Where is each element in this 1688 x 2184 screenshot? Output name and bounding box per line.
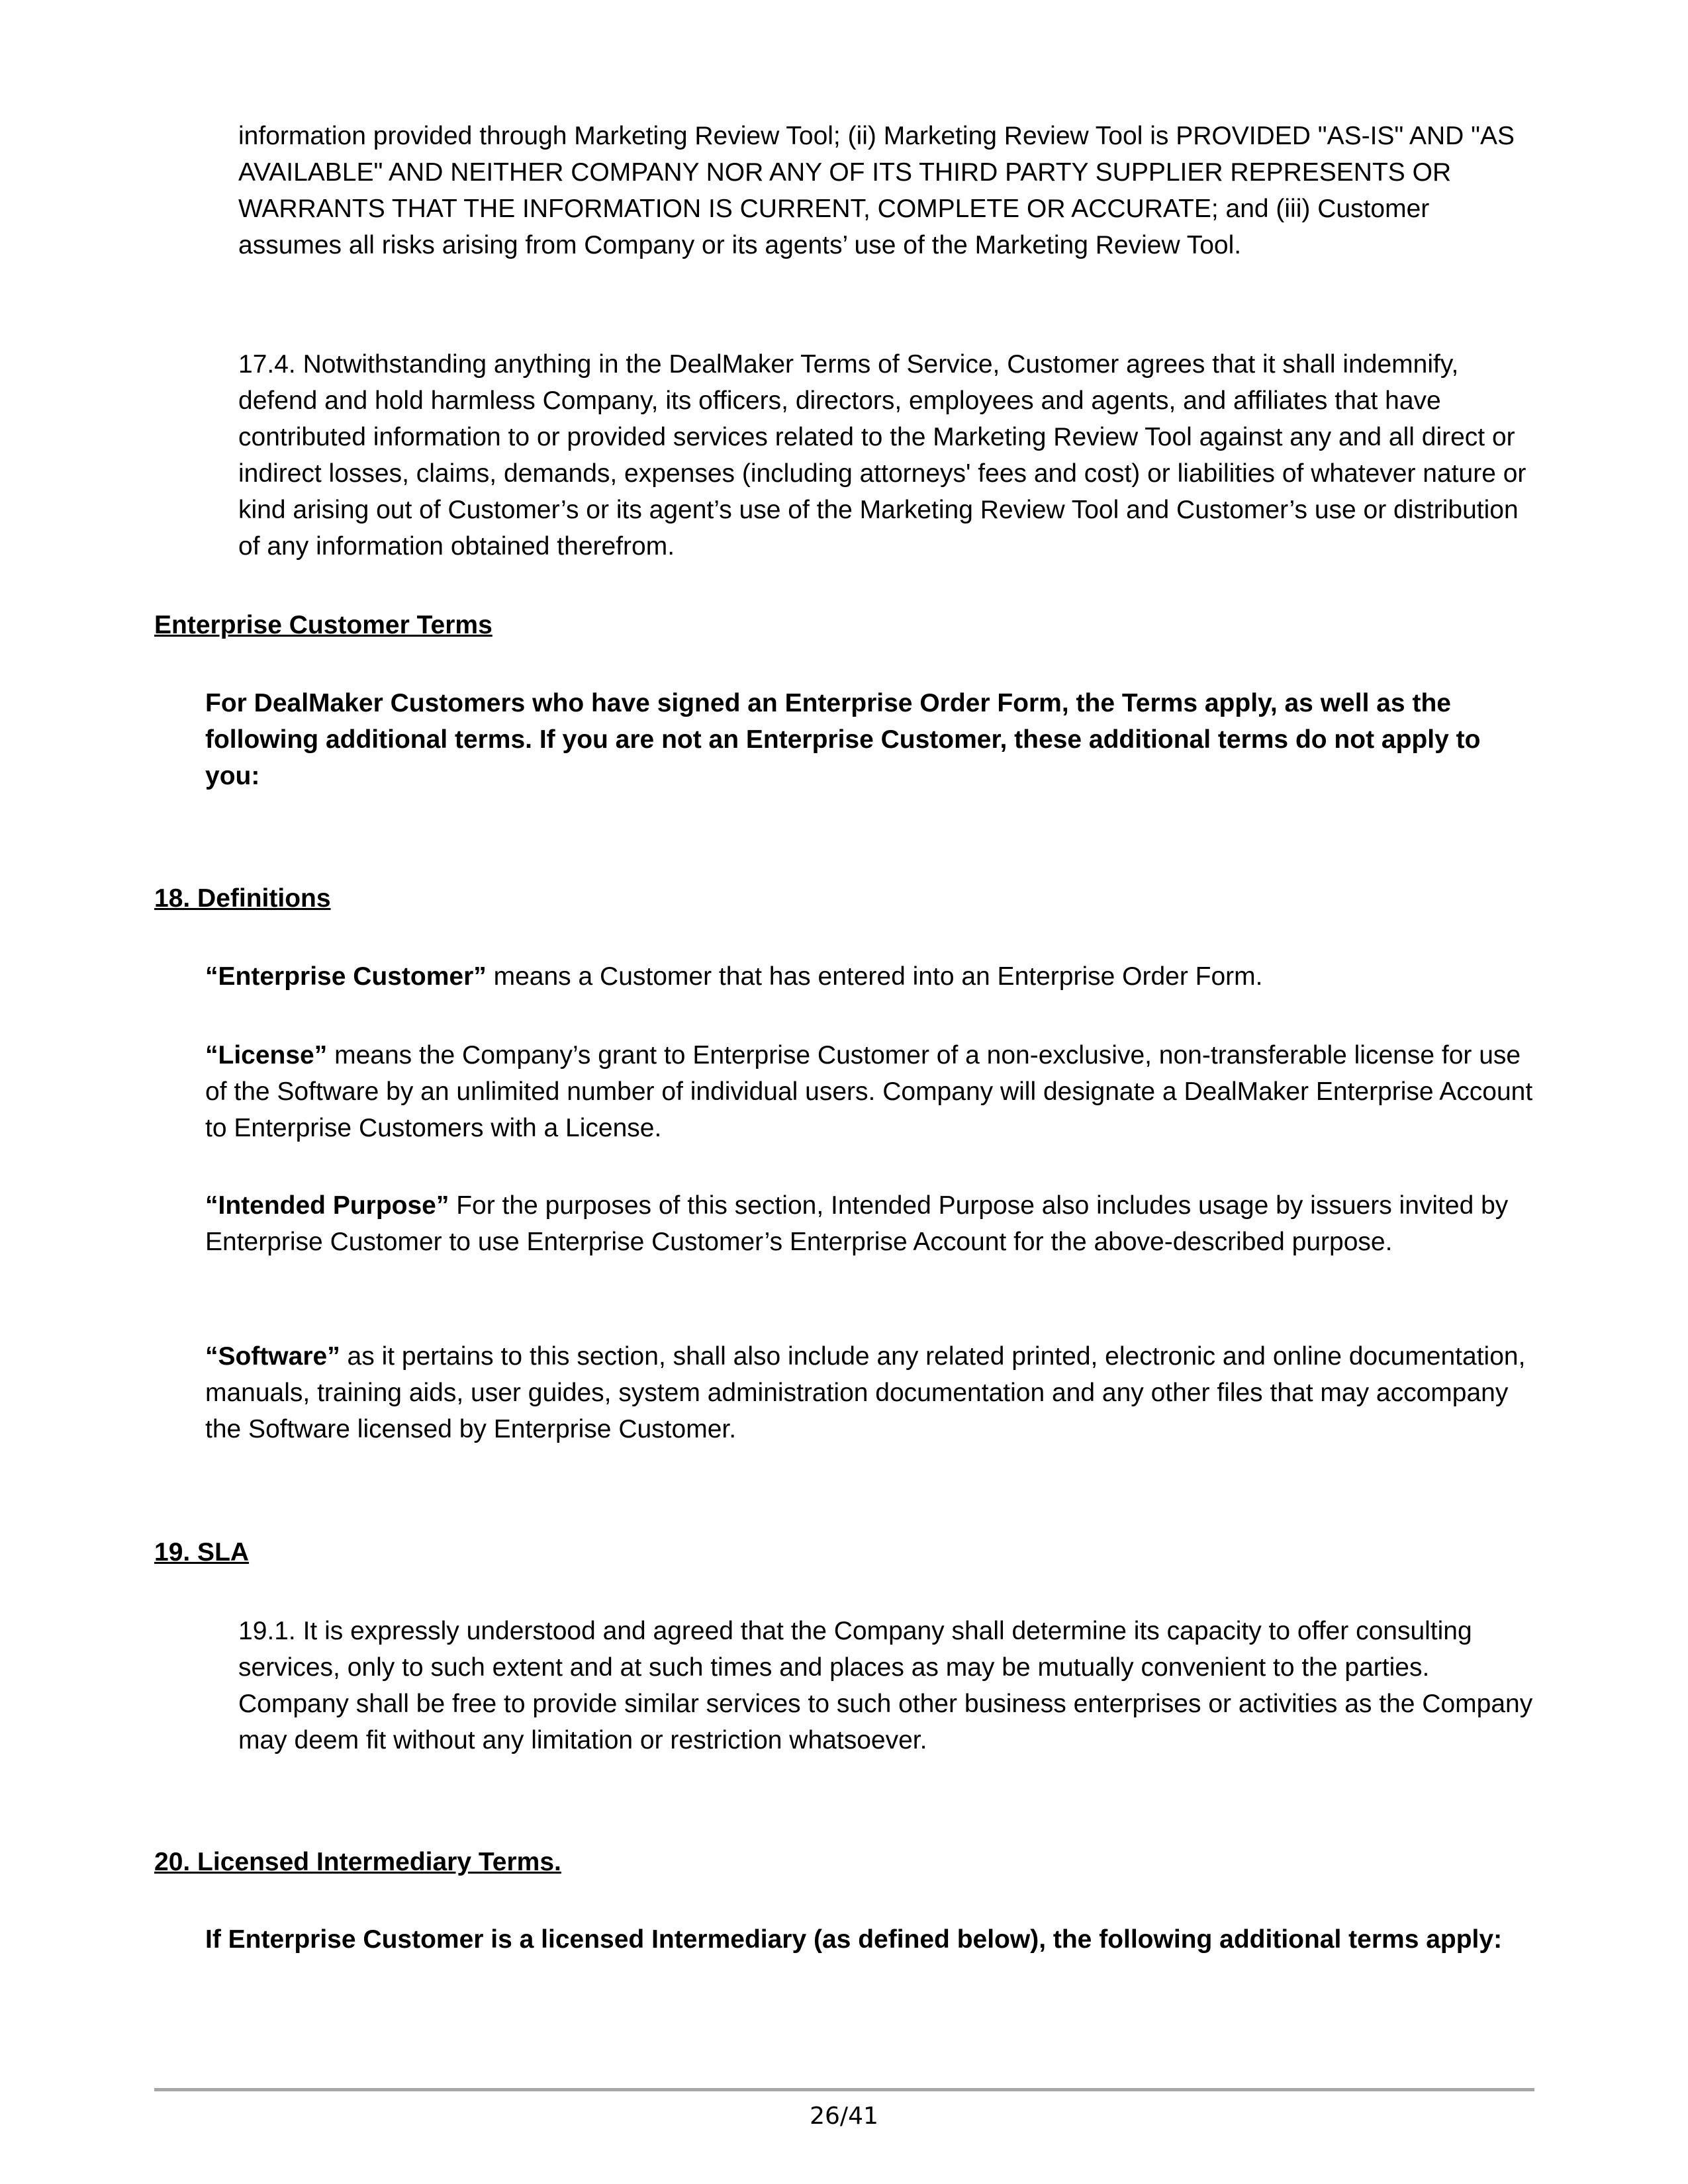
definition-term: “Software” <box>205 1342 340 1371</box>
enterprise-terms-heading: Enterprise Customer Terms <box>154 611 492 639</box>
clause-19-1: 19.1. It is expressly understood and agreed that the Company shall determine its capacity to offer consulting services, only to such extent and at such times and places as may be mutually convenient to the parties. Company shall be free to provide similar services to such other business enterprises or activities as the Company may deem fit without any limitation or restriction whatsoever. <box>238 1617 1533 1754</box>
definition-text: For the purposes of this section, Intended Purpose also includes usage by issuers invited by Enterprise Customer to use Enterprise Customer’s Enterprise Account for the above-described purpose. <box>205 1191 1509 1256</box>
clause-17-4: 17.4. Notwithstanding anything in the DealMaker Terms of Service, Customer agrees that it shall indemnify, defend and hold harmless Company, its officers, directors, employees and agents, and affiliates that have contributed information to or provided services related to the Marketing Review Tool against any and all direct or indirect losses, claims, demands, expenses (including attorneys' fees and cost) or liabilities of whatever nature or kind arising out of Customer’s or its agent’s use of the Marketing Review Tool and Customer’s use or distribution of any information obtained therefrom. <box>238 350 1526 561</box>
definition-text: as it pertains to this section, shall also include any related printed, electronic and online documentation, manuals, training aids, user guides, system administration documentation and any other files that may accompany the Software licensed by Enterprise Customer. <box>205 1342 1526 1443</box>
definition-text: means a Customer that has entered into an Enterprise Order Form. <box>486 962 1263 991</box>
definition-text: means the Company’s grant to Enterprise Customer of a non-exclusive, non-transferable license for use of the Software by an unlimited number of individual users. Company will designate a DealMaker Enterprise Account to Enterprise Customers with a License. <box>205 1041 1533 1142</box>
continuation-paragraph: information provided through Marketing Review Tool; (ii) Marketing Review Tool is PROVIDED "AS-IS" AND "AS AVAILABLE" AND NEITHER COMPANY NOR ANY OF ITS THIRD PARTY SUPPLIER REPRESENTS OR WARRANTS THAT THE INFORMATION IS CURRENT, COMPLETE OR ACCURATE; and (iii) Customer assumes all risks arising from Company or its agents’ use of the Marketing Review Tool. <box>238 122 1515 259</box>
definition-term: “Intended Purpose” <box>205 1191 449 1220</box>
page-number: 26/41 <box>810 2103 878 2130</box>
definition-term: “License” <box>205 1041 328 1069</box>
definition-term: “Enterprise Customer” <box>205 962 487 991</box>
enterprise-intro: For DealMaker Customers who have signed an Enterprise Order Form, the Terms apply, as well as the following additional terms. If you are not an Enterprise Customer, these additional terms do not apply to you: <box>205 689 1481 790</box>
section-20-heading: 20. Licensed Intermediary Terms. <box>154 1848 561 1876</box>
section-20-intro: If Enterprise Customer is a licensed Intermediary (as defined below), the following additional terms apply: <box>205 1925 1503 1954</box>
definition-intended-purpose <box>205 1187 1536 1260</box>
section-18-heading: 18. Definitions <box>154 884 331 913</box>
footer-divider <box>154 2088 1534 2091</box>
section-19-heading: 19. SLA <box>154 1538 250 1567</box>
definition-software <box>205 1338 1536 1447</box>
definition-enterprise-customer <box>205 958 1536 995</box>
definition-license <box>205 1037 1536 1146</box>
